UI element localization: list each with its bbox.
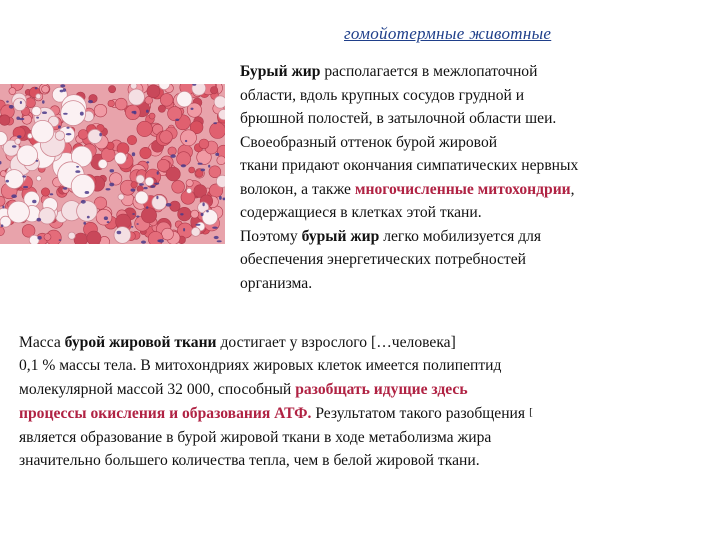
text-line: области, вдоль крупных сосудов грудной и — [240, 86, 525, 104]
text-line: Своеобразный оттенок бурой жировой — [240, 133, 498, 151]
bracket-marker: [ — [529, 406, 533, 419]
text-block-brown-fat-location — [240, 60, 690, 295]
highlight-mitochondria: многочисленные митохондрии — [354, 180, 571, 198]
text-segment: , — [570, 180, 575, 198]
text-line: брюшной полостей, в затылочной области шеи. — [240, 110, 557, 127]
text-line: является образование в бурой жировой ткани в ходе метаболизма жира — [19, 428, 492, 446]
highlight-uncoupling: разобщать идущие здесь — [295, 380, 468, 398]
text-line: организма. — [240, 274, 313, 292]
histology-illustration — [0, 84, 225, 244]
bold-term: Бурый жир — [240, 63, 321, 80]
brown-fat-histology-image — [0, 84, 225, 244]
text-line — [240, 178, 690, 202]
text-segment: Масса — [19, 334, 65, 351]
text-segment: располагается в межлопаточной — [320, 63, 538, 80]
text-line — [19, 401, 699, 425]
text-line: ткани придают окончания симпатических нервных — [240, 157, 579, 174]
bold-term: бурой жировой ткани — [64, 334, 217, 351]
slide-title: гомойотермные животные — [344, 24, 552, 43]
text-line: содержащиеся в клетках этой ткани. — [240, 204, 482, 221]
text-line: значительно большего количества тепла, чем в белой жировой ткани. — [19, 452, 480, 470]
text-segment: волокон, а также — [240, 180, 355, 198]
text-block-brown-fat-mass — [19, 331, 699, 472]
text-segment: Результатом такого разобщения — [311, 405, 526, 423]
text-segment: достигает у взрослого […человека] — [216, 334, 456, 351]
text-line: 0,1 % массы тела. В митохондриях жировых клеток имеется полипептид — [19, 357, 502, 375]
text-line — [19, 378, 699, 401]
text-line — [240, 60, 690, 84]
bold-term: бурый жир — [301, 227, 380, 245]
text-segment: Поэтому — [240, 227, 302, 245]
text-line — [240, 225, 690, 249]
text-segment: молекулярной массой 32 000, способный — [19, 380, 296, 398]
text-line — [19, 331, 699, 354]
text-segment: легко мобилизуется для — [379, 227, 542, 245]
highlight-oxidation: процессы окисления и образования АТФ. — [19, 405, 312, 423]
text-line: обеспечения энергетических потребностей — [240, 251, 527, 268]
